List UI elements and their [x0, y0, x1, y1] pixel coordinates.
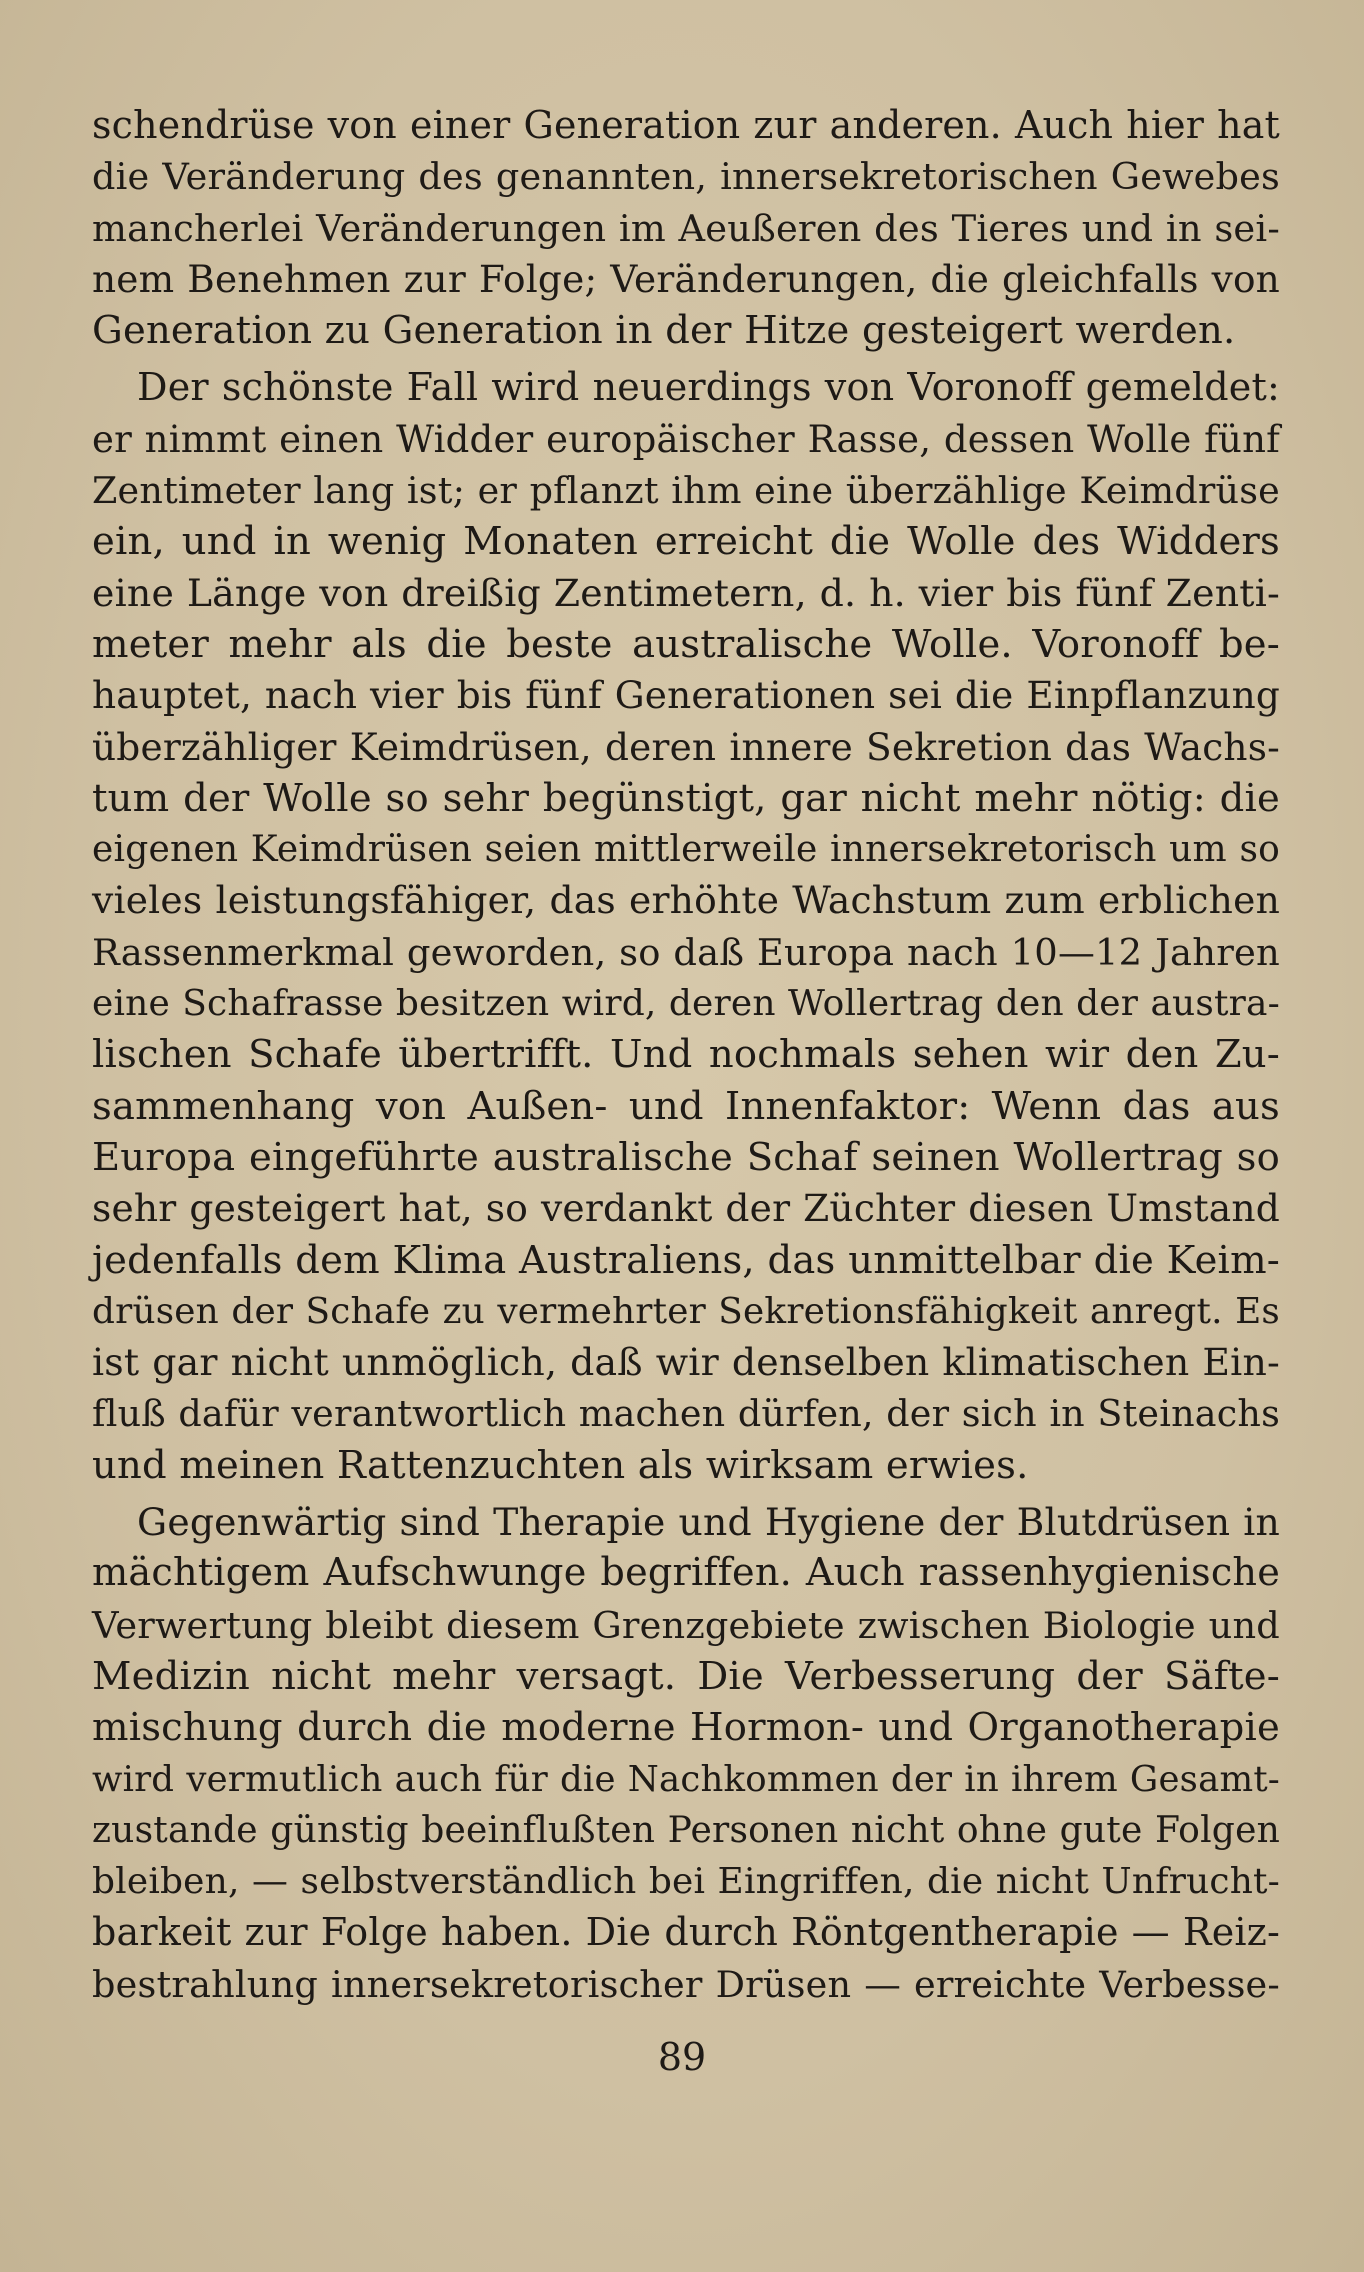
text-line: Verwertung bleibt diesem Grenzgebiete zwischen Biologie und: [92, 1603, 1280, 1647]
text-line: Generation zu Generation in der Hitze gesteigert werden.: [92, 308, 1236, 354]
text-line: mächtigem Aufschwunge begriffen. Auch rassenhygienische: [92, 1551, 1280, 1596]
text-line: und meinen Rattenzuchten als wirksam erwies.: [92, 1442, 1029, 1488]
text-line: wird vermutlich auch für die Nachkommen der in ihrem Gesamt-: [92, 1758, 1280, 1800]
text-line: ist gar nicht unmöglich, daß wir denselben klimatischen Ein-: [92, 1340, 1280, 1385]
text-line: eigenen Keimdrüsen seien mittlerweile innersekretorisch um so: [92, 829, 1280, 871]
text-line: Europa eingeführte australische Schaf seinen Wollertrag so: [92, 1134, 1280, 1180]
text-line: meter mehr als die beste australische Wolle. Voronoff be-: [92, 621, 1280, 667]
text-line: Rassenmerkmal geworden, so daß Europa nach 10—12 Jahren: [92, 930, 1280, 974]
text-line: Gegenwärtig sind Therapie und Hygiene der Blutdrüsen in: [137, 1500, 1280, 1545]
text-line: lischen Schafe übertrifft. Und nochmals sehen wir den Zu-: [92, 1032, 1280, 1078]
page-number: 89: [657, 2035, 707, 2079]
text-line: Der schönste Fall wird neuerdings von Voronoff gemeldet:: [137, 365, 1280, 410]
text-line: Zentimeter lang ist; er pflanzt ihm eine überzählige Keimdrüse: [92, 469, 1280, 513]
text-line: hauptet, nach vier bis fünf Generationen sei die Einpflanzung: [92, 673, 1280, 718]
text-line: bestrahlung innersekretorischer Drüsen — erreichte Verbesse-: [92, 1962, 1280, 2006]
text-line: schendrüse von einer Generation zur anderen. Auch hier hat: [92, 103, 1280, 147]
text-line: die Veränderung des genannten, innersekretorischen Gewebes: [92, 155, 1280, 199]
text-line: fluß dafür verantwortlich machen dürfen, der sich in Steinachs: [92, 1392, 1280, 1436]
text-line: Medizin nicht mehr versagt. Die Verbesserung der Säfte-: [92, 1653, 1280, 1699]
text-line: tum der Wolle so sehr begünstigt, gar nicht mehr nötig: die: [92, 775, 1280, 821]
text-line: ein, und in wenig Monaten erreicht die Wolle des Widders: [92, 519, 1280, 565]
text-line: zustande günstig beeinflußten Personen nicht ohne gute Folgen: [92, 1809, 1280, 1851]
text-line: barkeit zur Folge haben. Die durch Röntgentherapie — Reiz-: [92, 1910, 1280, 1955]
text-line: sammenhang von Außen- und Innenfaktor: Wenn das aus: [92, 1083, 1280, 1129]
text-line: mancherlei Veränderungen im Aeußeren des Tieres und in sei-: [92, 206, 1280, 250]
text-line: mischung durch die moderne Hormon- und Organotherapie: [92, 1705, 1280, 1751]
text-line: drüsen der Schafe zu vermehrter Sekretionsfähigkeit anregt. Es: [92, 1290, 1280, 1332]
text-line: nem Benehmen zur Folge; Veränderungen, die gleichfalls von: [92, 256, 1280, 301]
text-line: überzähliger Keimdrüsen, deren innere Sekretion das Wachs-: [92, 724, 1280, 769]
text-line: sehr gesteigert hat, so verdankt der Züchter diesen Umstand: [92, 1186, 1280, 1231]
text-line: eine Schafrasse besitzen wird, deren Wollertrag den der austra-: [92, 983, 1280, 1025]
text-line: vieles leistungsfähiger, das erhöhte Wachstum zum erblichen: [92, 878, 1280, 923]
text-line: jedenfalls dem Klima Australiens, das unmittelbar die Keim-: [92, 1237, 1280, 1283]
body-text: [92, 100, 1280, 2010]
text-line: er nimmt einen Widder europäischer Rasse, dessen Wolle fünf: [92, 417, 1280, 461]
text-line: bleiben, — selbstverständlich bei Eingriffen, die nicht Unfrucht-: [92, 1861, 1280, 1903]
text-line: eine Länge von dreißig Zentimetern, d. h. vier bis fünf Zenti-: [92, 570, 1280, 615]
